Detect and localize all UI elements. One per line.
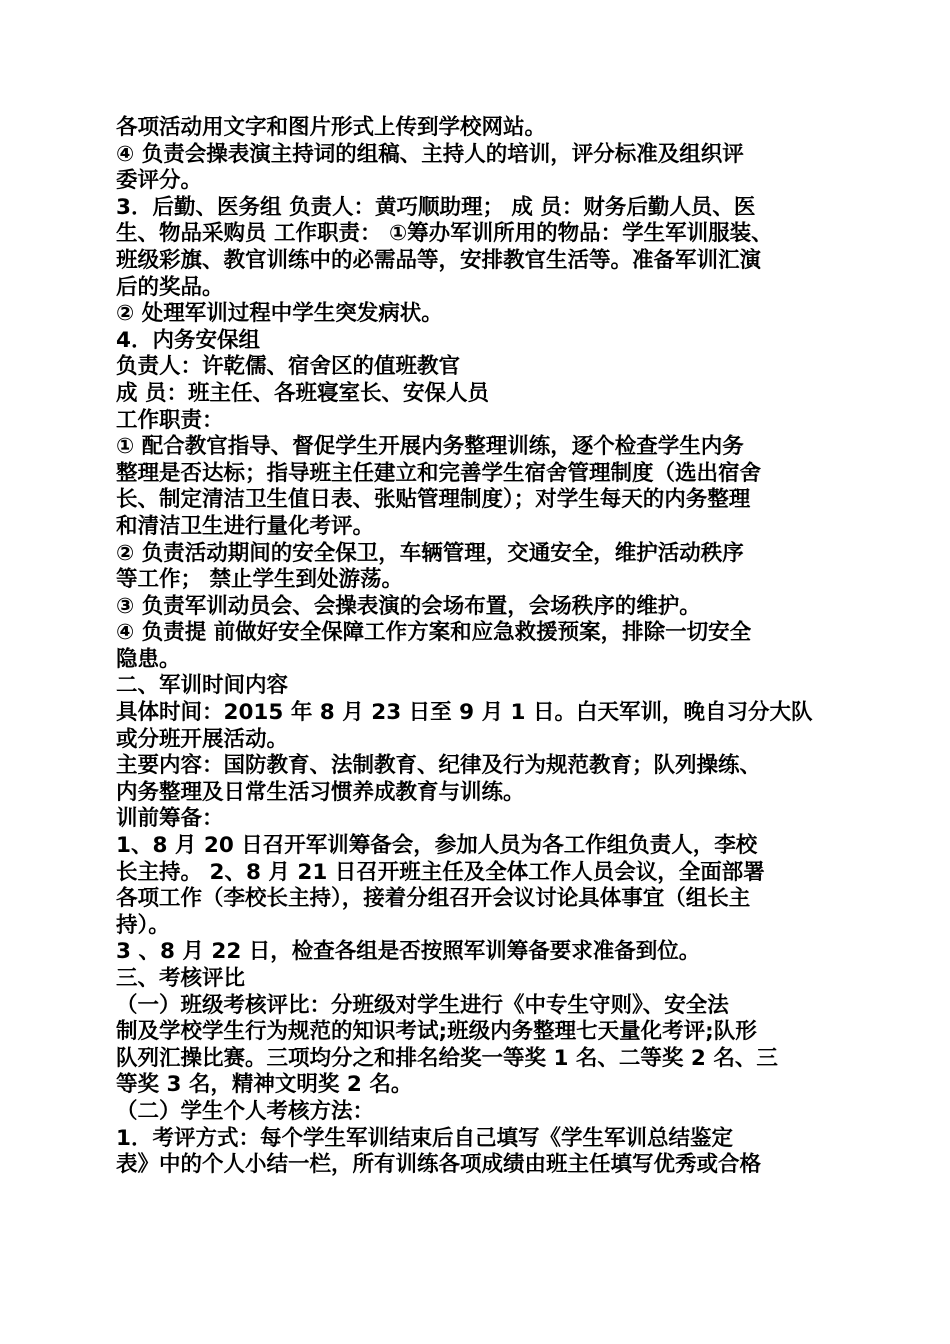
text-line: ④ 负责提 前做好安全保障工作方案和应急救援预案，排除一切安全	[116, 620, 752, 646]
text-line: ① 配合教官指导、督促学生开展内务整理训练，逐个检查学生内务	[116, 434, 744, 460]
text-line: 表》中的个人小结一栏，所有训练各项成绩由班主任填写优秀或合格	[116, 1152, 762, 1178]
text-line: 成 员：班主任、各班寝室长、安保人员	[116, 380, 489, 406]
text-line: ④ 负责会操表演主持词的组稿、主持人的培训，评分标准及组织评	[116, 141, 744, 167]
text-line: 各项活动用文字和图片形式上传到学校网站。	[116, 115, 547, 140]
text-line: 4．内务安保组	[116, 327, 260, 353]
text-line: （二）学生个人考核方法：	[116, 1098, 375, 1124]
text-line: 和清洁卫生进行量化考评。	[116, 513, 375, 539]
text-line: 或分班开展活动。	[116, 726, 289, 752]
text-line: 长、制定清洁卫生值日表、张贴管理制度）；对学生每天的内务整理	[116, 487, 751, 513]
text-line: 3．后勤、医务组 负责人：黄巧顺助理； 成 员：财务后勤人员、医	[116, 194, 756, 220]
text-line: 隐患。	[116, 646, 181, 672]
text-line: 长主持。 2、8 月 21 日召开班主任及全体工作人员会议，全面部署	[116, 859, 765, 885]
text-line: 训前筹备：	[116, 806, 224, 832]
text-line: ② 负责活动期间的安全保卫，车辆管理，交通安全，维护活动秩序	[116, 540, 744, 566]
text-line: 各项工作（李校长主持），接着分组召开会议讨论具体事宜（组长主	[116, 886, 751, 912]
text-line: 1、8 月 20 日召开军训筹备会，参加人员为各工作组负责人，李校	[116, 833, 758, 859]
text-line: 整理是否达标；指导班主任建立和完善学生宿舍管理制度（选出宿舍	[116, 460, 762, 486]
text-line: 班级彩旗、教官训练中的必需品等，安排教官生活等。准备军训汇演	[116, 247, 762, 273]
text-line: ③ 负责军训动员会、会操表演的会场布置，会场秩序的维护。	[116, 593, 701, 619]
text-line: 等工作； 禁止学生到处游荡。	[116, 567, 403, 593]
text-line: 持）。	[116, 912, 170, 938]
text-line: 3 、8 月 22 日，检查各组是否按照军训筹备要求准备到位。	[116, 939, 701, 965]
text-line: 内务整理及日常生活习惯养成教育与训练。	[116, 779, 525, 805]
text-line: 工作职责：	[116, 407, 224, 433]
text-line: 生、物品采购员 工作职责： ①筹办军训所用的物品：学生军训服装、	[116, 221, 773, 247]
text-line: 负责人：许乾儒、宿舍区的值班教官	[116, 354, 461, 380]
text-line: ② 处理军训过程中学生突发病状。	[116, 301, 443, 327]
text-line: 委评分。	[116, 168, 203, 194]
text-line: 后的奖品。	[116, 274, 224, 300]
text-line: 具体时间：2015 年 8 月 23 日至 9 月 1 日。白天军训，晚自习分大队	[116, 700, 813, 726]
text-line: 二、军训时间内容	[116, 673, 289, 699]
text-line: 队列汇操比赛。三项均分之和排名给奖一等奖 1 名、二等奖 2 名、三	[116, 1045, 778, 1071]
text-line: 三、考核评比	[116, 966, 246, 991]
document-body	[116, 115, 838, 1179]
text-line: （一）班级考核评比：分班级对学生进行《中专生守则》、安全法	[116, 992, 729, 1018]
text-line: 主要内容：国防教育、法制教育、纪律及行为规范教育；队列操练、	[116, 753, 762, 779]
text-line: 等奖 3 名，精神文明奖 2 名。	[116, 1072, 413, 1098]
text-line: 制及学校学生行为规范的知识考试;班级内务整理七天量化考评;队形	[116, 1019, 757, 1045]
text-line: 1．考评方式：每个学生军训结束后自己填写《学生军训总结鉴定	[116, 1125, 733, 1151]
